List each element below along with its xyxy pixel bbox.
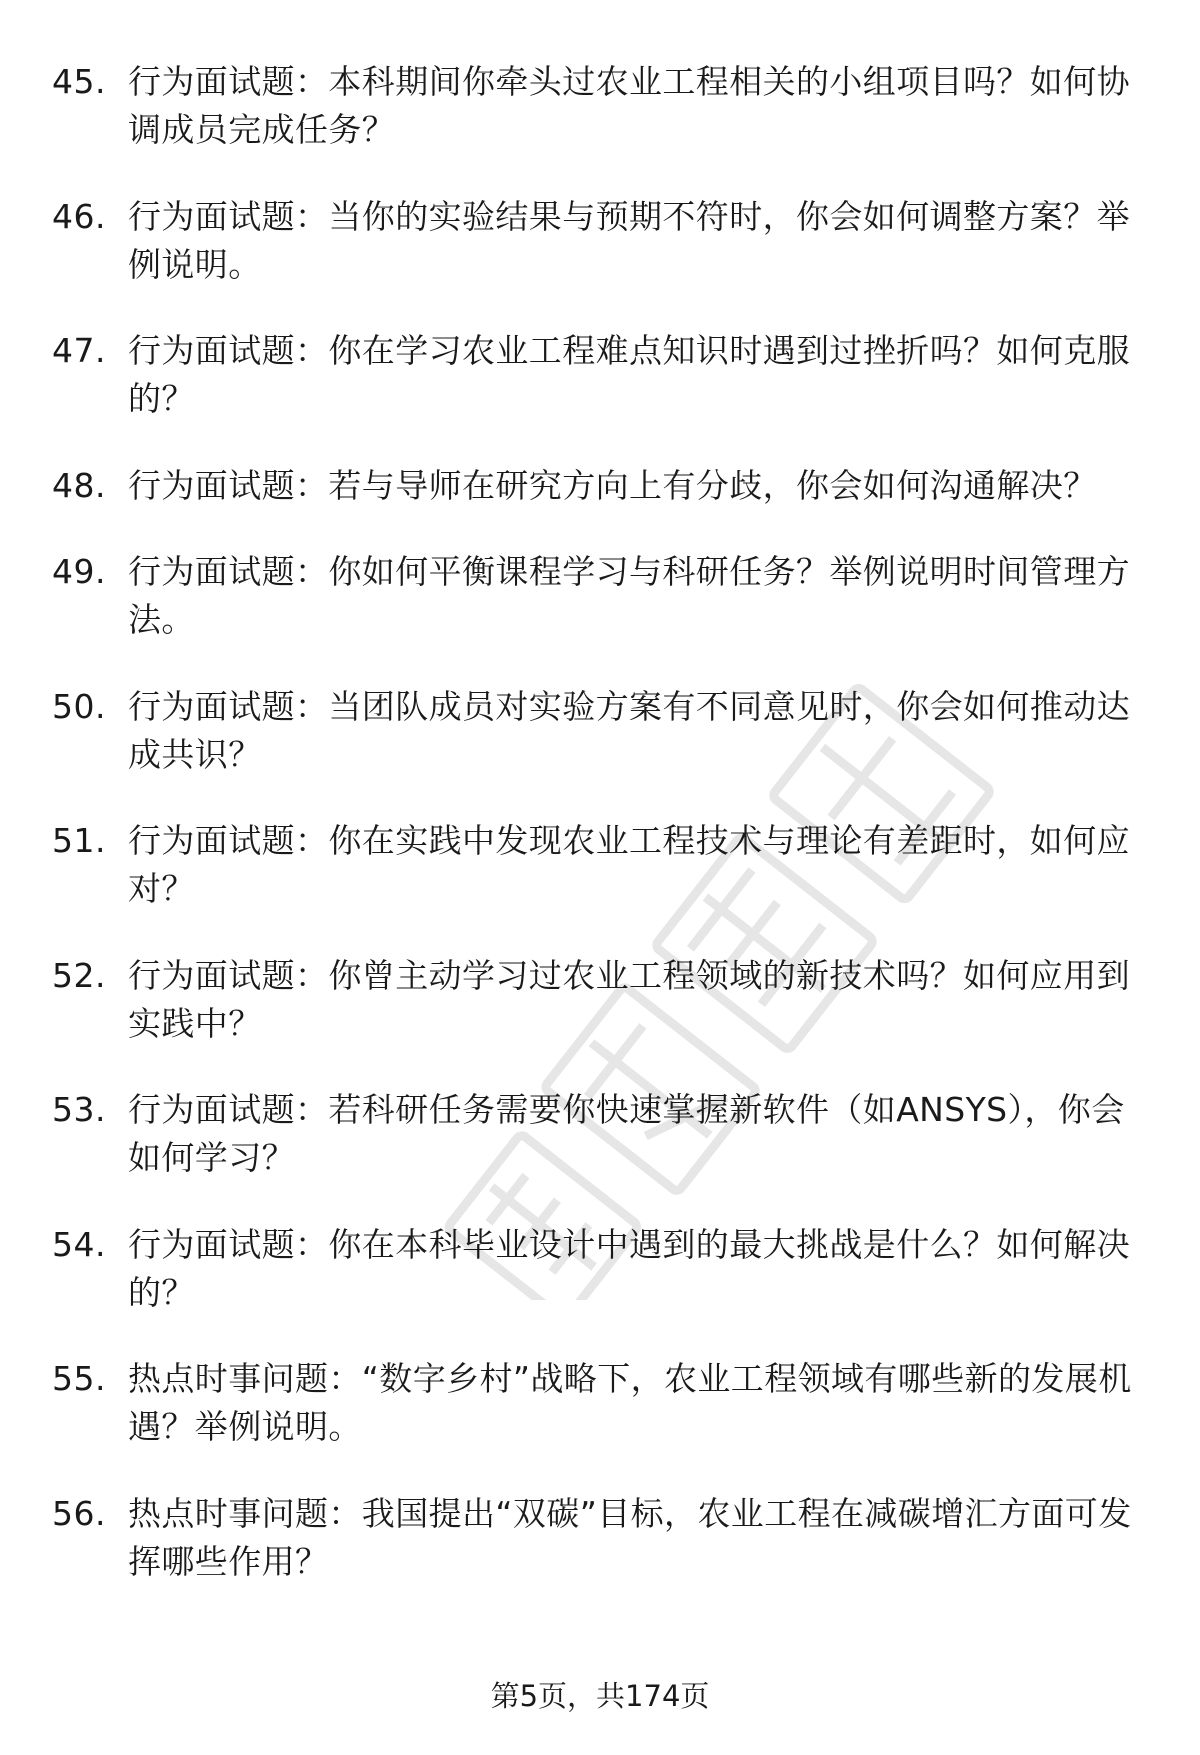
question-text: 行为面试题：你在实践中发现农业工程技术与理论有差距时，如何应对？ (128, 821, 1130, 908)
question-number: 56. (52, 1493, 106, 1533)
question-text: 行为面试题：你在学习农业工程难点知识时遇到过挫折吗？如何克服的？ (128, 331, 1130, 418)
page-number-footer: 第5页，共174页 (490, 1679, 710, 1713)
question-number: 53. (52, 1090, 106, 1129)
question-number: 49. (52, 552, 106, 591)
question-number: 55. (52, 1359, 106, 1398)
question-item (52, 817, 1142, 913)
question-item (52, 1221, 1142, 1317)
question-item (52, 327, 1142, 423)
question-text: 热点时事问题：我国提出“双碳”目标，农业工程在减碳增汇方面可发挥哪些作用？ (128, 1493, 1132, 1581)
question-item (52, 462, 1142, 510)
question-text: 热点时事问题：“数字乡村”战略下，农业工程领域有哪些新的发展机遇？举例说明。 (128, 1359, 1132, 1446)
question-text: 行为面试题：当团队成员对实验方案有不同意见时，你会如何推动达成共识？ (128, 686, 1130, 774)
question-item (52, 193, 1142, 289)
question-item (52, 1086, 1142, 1182)
question-item (52, 1355, 1142, 1451)
question-item (52, 58, 1142, 154)
question-text: 行为面试题：本科期间你牵头过农业工程相关的小组项目吗？如何协调成员完成任务？ (128, 62, 1130, 149)
question-number: 47. (52, 331, 106, 370)
question-number: 51. (52, 821, 106, 860)
question-item (52, 1490, 1142, 1586)
question-number: 54. (52, 1224, 106, 1264)
question-text: 行为面试题：若与导师在研究方向上有分歧，你会如何沟通解决？ (128, 465, 1097, 505)
question-text: 行为面试题：你曾主动学习过农业工程领域的新技术吗？如何应用到实践中？ (128, 955, 1130, 1043)
question-item (52, 952, 1142, 1048)
question-number: 45. (52, 62, 106, 101)
question-text: 行为面试题：你在本科毕业设计中遇到的最大挑战是什么？如何解决的？ (128, 1224, 1130, 1312)
question-text: 行为面试题：当你的实验结果与预期不符时，你会如何调整方案？举例说明。 (128, 196, 1130, 284)
question-number: 46. (52, 196, 106, 236)
question-item (52, 548, 1142, 644)
question-text: 行为面试题：你如何平衡课程学习与科研任务？举例说明时间管理方法。 (128, 552, 1130, 639)
question-text: 行为面试题：若科研任务需要你快速掌握新软件（如ANSYS），你会如何学习？ (128, 1090, 1125, 1177)
question-number: 48. (52, 465, 106, 505)
question-number: 50. (52, 686, 106, 726)
question-item (52, 683, 1142, 779)
question-number: 52. (52, 955, 106, 995)
question-list (52, 58, 1142, 1624)
